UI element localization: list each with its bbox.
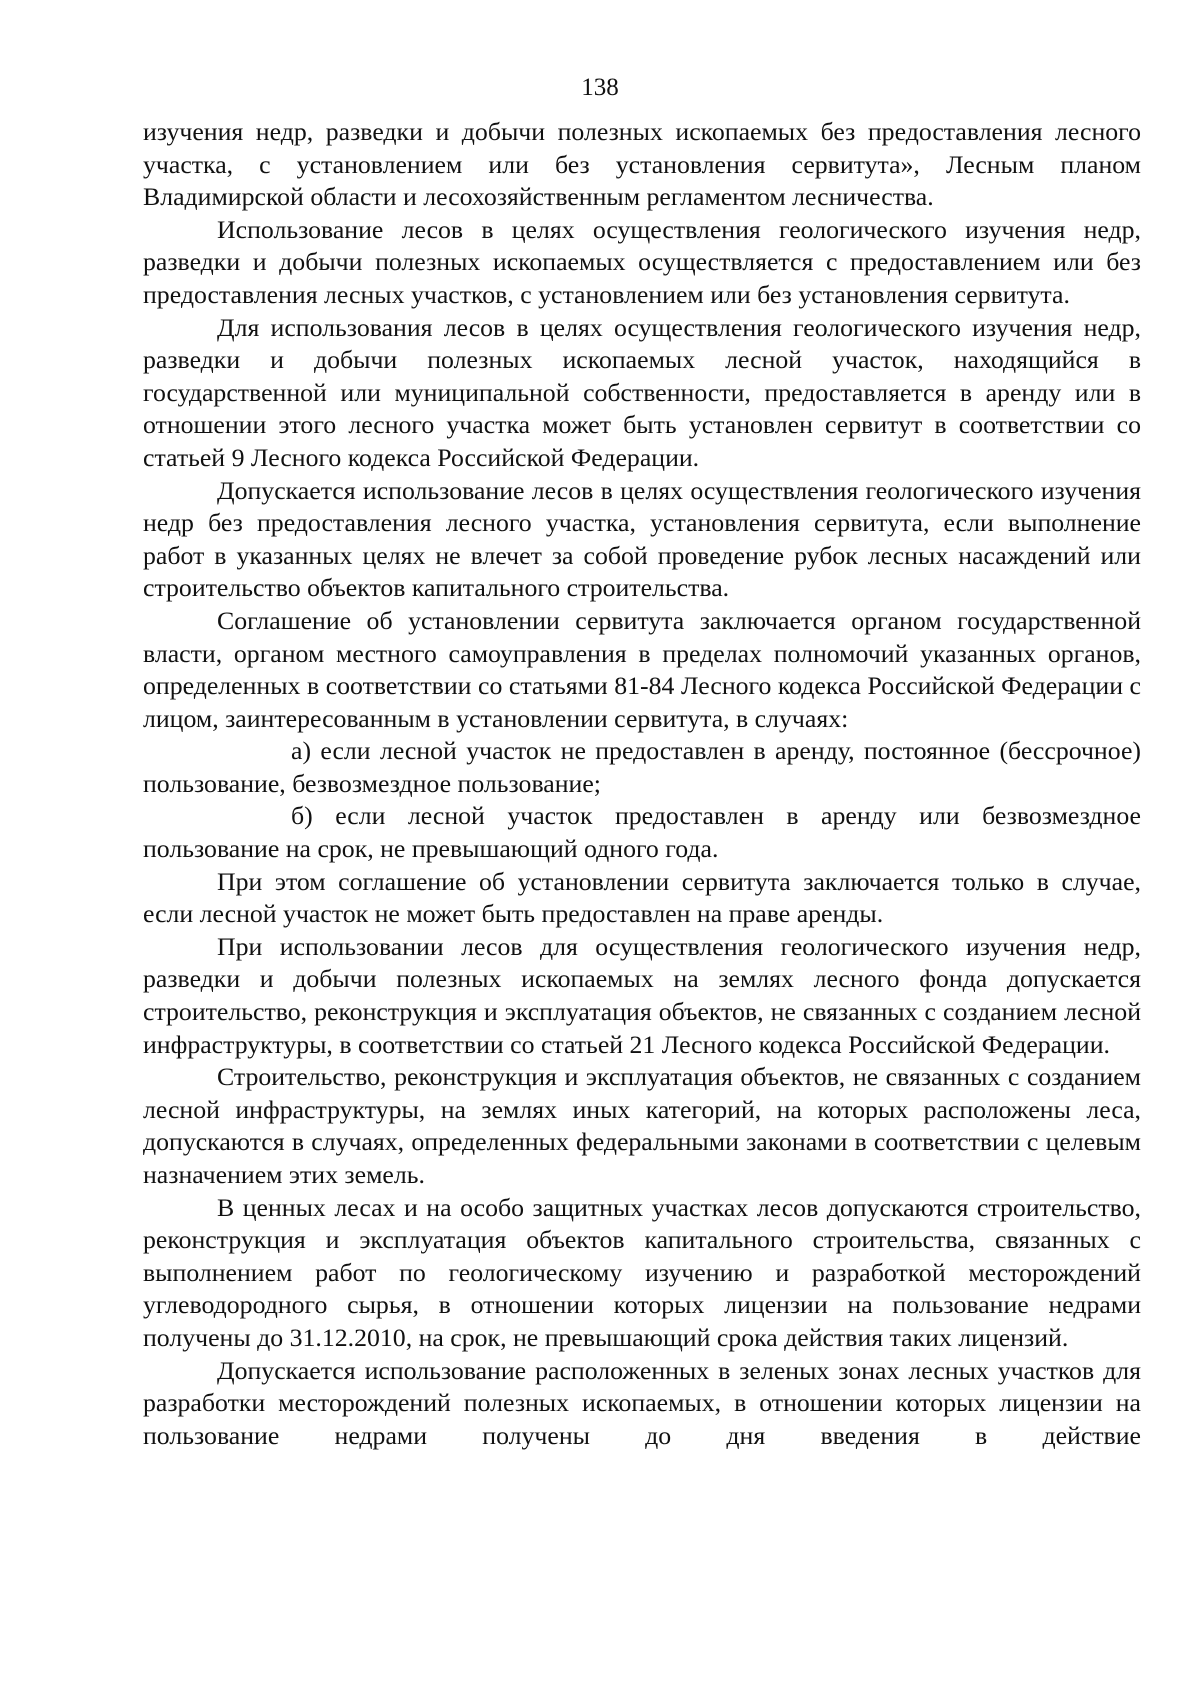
list-marker: б) — [291, 801, 313, 831]
paragraph: Соглашение об установлении сервитута заключается органом государственной власти, органом местного самоуправления в пределах полномочий указанных органов, определенных в соответствии со статьями 81-84 Лесного кодекса Российской Федерации с лицом, заинтересованным в установлении сервитута, в случаях: — [143, 605, 1141, 733]
paragraph: Допускается использование лесов в целях осуществления геологического изучения недр без предоставления лесного участка, установления сервитута, если выполнение работ в указанных целях не влечет за собой проведение рубок лесных насаждений или строительство объектов капитального строительства. — [143, 475, 1141, 603]
paragraph-truncated: Допускается использование расположенных в зеленых зонах лесных участков для разработки месторождений полезных ископаемых, в отношении которых лицензии на пользование недрами получены до дня введения в действие — [143, 1355, 1141, 1450]
list-item-b — [143, 800, 1141, 865]
paragraph: Строительство, реконструкция и эксплуатация объектов, не связанных с созданием лесной инфраструктуры, на землях иных категорий, на которых расположены леса, допускаются в случаях, определенных федеральными законами в соответствии с целевым назначением этих земель. — [143, 1062, 1141, 1189]
list-item-text: если лесной участок не предоставлен в аренду, постоянное (бессрочное) пользование, безвозмездное пользование; — [143, 736, 1141, 798]
paragraph: Для использования лесов в целях осуществления геологического изучения недр, разведки и добычи полезных ископаемых лесной участок, находящийся в государственной или муниципальной собственности, предоставляется в аренду или в отношении этого лесного участка может быть установлен сервитут в соответствии со статьей 9 Лесного кодекса Российской Федерации. — [143, 312, 1141, 472]
paragraph: При этом соглашение об установлении сервитута заключается только в случае, если лесной участок не может быть предоставлен на праве аренды. — [143, 866, 1141, 929]
paragraph-continuation: изучения недр, разведки и добычи полезных ископаемых без предоставления лесного участка, с установлением или без установления сервитута», Лесным планом Владимирской области и лесохозяйственным регламентом лесничества. — [143, 117, 1141, 212]
page-number: 138 — [581, 74, 619, 101]
document-body — [143, 116, 1141, 1452]
list-marker: а) — [291, 736, 312, 766]
paragraph: В ценных лесах и на особо защитных участках лесов допускаются строительство, реконструкция и эксплуатация объектов капитального строительства, связанных с выполнением работ по геологическому изучению и разработкой месторождений углеводородного сырья, в отношении которых лицензии на пользование недрами получены до 31.12.2010, на срок, не превышающий срока действия таких лицензий. — [143, 1192, 1141, 1352]
paragraph: Использование лесов в целях осуществления геологического изучения недр, разведки и добычи полезных ископаемых осуществляется с предоставлением или без предоставления лесных участков, с установлением или без установления сервитута. — [143, 214, 1141, 309]
paragraph: При использовании лесов для осуществления геологического изучения недр, разведки и добычи полезных ископаемых на землях лесного фонда допускается строительство, реконструкция и эксплуатация объектов, не связанных с созданием лесной инфраструктуры, в соответствии со статьей 21 Лесного кодекса Российской Федерации. — [143, 931, 1141, 1059]
list-item-a — [143, 735, 1141, 800]
list-item-text: если лесной участок предоставлен в аренду или безвозмездное пользование на срок, не превышающий одного года. — [143, 801, 1142, 864]
